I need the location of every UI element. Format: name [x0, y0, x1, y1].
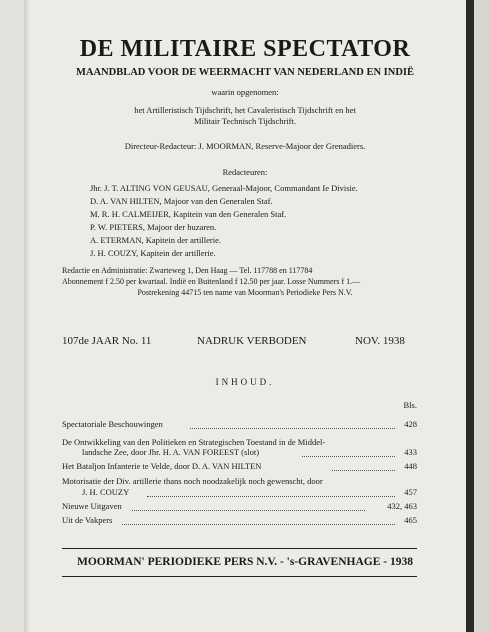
toc-item-title: Motorisatie der Div. artillerie thans noch noodzakelijk noch gewenscht, door: [62, 476, 323, 486]
nadruk-verboden: NADRUK VERBODEN: [197, 335, 307, 347]
redactie-member: A. ETERMAN, Kapitein der artillerie.: [90, 235, 222, 245]
page-left-shadow: [24, 0, 30, 632]
redactie-member: D. A. VAN HILTEN, Majoor van den Generalen Staf.: [90, 196, 273, 206]
journal-subtitle: MAANDBLAD VOOR DE WEERMACHT VAN NEDERLAND EN INDIË: [75, 67, 415, 78]
toc-leader-dots: [332, 470, 395, 471]
toc-item-page: 465: [404, 515, 417, 525]
toc-leader-dots: [122, 524, 395, 525]
waarin-label: waarin opgenomen:: [211, 87, 279, 97]
directeur-line: Directeur-Redacteur: J. MOORMAN, Reserve-Majoor der Grenadiers.: [124, 141, 366, 151]
toc-item-title: Spectatoriale Beschouwingen: [62, 419, 163, 429]
toc-item-title: Nieuwe Uitgaven: [62, 501, 122, 511]
toc-item-page: 448: [404, 461, 417, 471]
admin-address: Redactie en Administratie: Zwarteweg 1, Den Haag — Tel. 117788 en 117784: [62, 266, 313, 275]
scan-margin: [474, 0, 490, 632]
toc-leader-dots: [190, 428, 395, 429]
toc-leader-dots: [132, 510, 365, 511]
toc-item-title: De Ontwikkeling van den Politieken en Strategischen Toestand in de Middel-: [62, 437, 326, 447]
toc-item-page: 428: [404, 419, 417, 429]
publisher-footer: MOORMAN' PERIODIEKE PERS N.V. - 's-GRAVENHAGE - 1938: [77, 556, 413, 568]
footer-rule-top: [62, 548, 417, 549]
toc-item-page: 432, 463: [387, 501, 417, 511]
journal-title: DE MILITAIRE SPECTATOR: [79, 36, 411, 62]
binding-edge: [466, 0, 474, 632]
toc-leader-dots: [147, 496, 395, 497]
redactie-member: J. H. COUZY, Kapitein der artillerie.: [90, 248, 216, 258]
toc-item-title-continued: J. H. COUZY: [82, 487, 130, 497]
inhoud-title: INHOUD.: [215, 377, 275, 387]
issue-number: 107de JAAR No. 11: [62, 335, 152, 347]
bls-label: Bls.: [403, 400, 417, 410]
redactie-label: Redacteuren:: [222, 167, 268, 177]
redactie-member: Jhr. J. T. ALTING VON GEUSAU, Generaal-Majoor, Commandant Ie Divisie.: [90, 183, 358, 193]
footer-rule-bottom: [62, 576, 417, 577]
admin-postrekening: Postrekening 44715 ten name van Moorman's Periodieke Pers N.V.: [137, 288, 353, 297]
toc-item-title: Het Bataljon Infanterie te Velde, door D. A. VAN HILTEN: [62, 461, 262, 471]
toc-item-page: 457: [404, 487, 417, 497]
toc-item-title: Uit de Vakpers: [62, 515, 113, 525]
admin-abonnement: Abonnement f 2.50 per kwartaal. Indië en Buitenland f 12.50 per jaar. Losse Nummers f 1.—: [62, 277, 361, 286]
redactie-member: P. W. PIETERS, Majoor der huzaren.: [90, 222, 217, 232]
toc-item-title-continued: landsche Zee, door Jhr. H. A. VAN FOREEST (slot): [82, 447, 260, 457]
issue-date: NOV. 1938: [355, 335, 405, 347]
toc-leader-dots: [302, 456, 395, 457]
opgenomen-line-2: Militair Technisch Tijdschrift.: [194, 116, 296, 126]
opgenomen-line-1: het Artilleristisch Tijdschrift, het Cavaleristisch Tijdschrift en het: [134, 105, 356, 115]
toc-item-page: 433: [404, 447, 417, 457]
redactie-member: M. R. H. CALMEIJER, Kapitein van den Generalen Staf.: [90, 209, 287, 219]
